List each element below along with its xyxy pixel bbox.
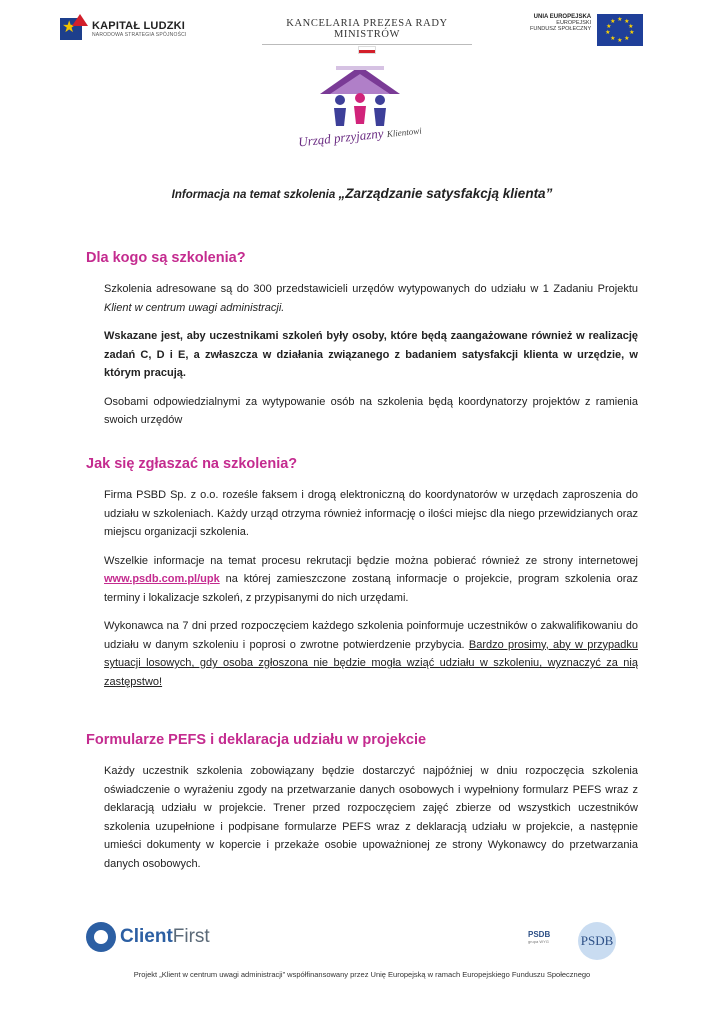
section-who xyxy=(86,250,638,440)
clientfirst-logo: ClientFirst xyxy=(86,922,210,952)
psdb-website-link[interactable]: www.psdb.com.pl/upk xyxy=(104,573,220,585)
kl-title: KAPITAŁ LUDZKI xyxy=(92,20,186,32)
title-prefix: Informacja na temat szkolenia xyxy=(171,189,339,201)
urzad-przyjazny-klientowi-logo xyxy=(290,62,430,162)
paragraph: Wszelkie informacje na temat procesu rekrutacji będzie można pobierać również ze strony internetowej www.psdb.com.pl/upk na której zamieszczone zostaną informacje o projekcie, program szkolenia oraz terminy i lokalizacje szkoleń, z przypisanymi do nich urzędami. xyxy=(104,554,638,604)
psdb-logo: PSDB grupa WYG PSDB xyxy=(524,920,620,964)
paragraph: Firma PSBD Sp. z o.o. roześle faksem i drogą elektroniczną do koordynatorów w urzędach zaproszenia do udziału w szkoleniach. Każdy urząd otrzyma również informację o ilości miejsc dla niego przewidzianych oraz miejscu organizacji szkolenia. xyxy=(104,489,638,538)
footer-logos xyxy=(0,920,724,964)
paragraph: Szkolenia adresowane są do 300 przedstawicieli urzędów wytypowanych do udziału w 1 Zadaniu Projektu Klient w centrum uwagi administracji. xyxy=(104,283,638,314)
section-heading: Formularze PEFS i deklaracja udziału w projekcie xyxy=(86,732,427,748)
kapital-ludzki-icon: ★ xyxy=(60,14,86,44)
section-heading: Dla kogo są szkolenia? xyxy=(86,250,246,266)
kprm-title: KANCELARIA PREZESA RADY MINISTRÓW xyxy=(286,18,448,40)
clientfirst-icon xyxy=(86,922,116,952)
paragraph: Osobami odpowiedzialnymi za wytypowanie osób na szkolenia będą koordynatorzy projektów z ramienia swoich urzędów xyxy=(104,395,638,426)
paragraph: Wykonawca na 7 dni przed rozpoczęciem każdego szkolenia poinformuje uczestników o zakwalifikowaniu do udziału w danym szkoleniu i poprosi o zwrotne potwierdzenie przybycia. Bardzo prosimy, aby w przypadku sytuacji losowych, gdy osoba zgłoszona nie będzie mogła wziąć udziału w szkoleniu, wyznaczyć za nią zastępstwo! xyxy=(104,620,638,688)
eu-line3: FUNDUSZ SPOŁECZNY xyxy=(530,26,592,32)
footer-text: Projekt „Klient w centrum uwagi administracji” współfinansowany przez Unię Europejską w ramach Europejskiego Funduszu Społecznego xyxy=(133,970,591,979)
kl-subtitle: NARODOWA STRATEGIA SPÓJNOŚCI xyxy=(92,32,187,38)
section-heading: Jak się zgłaszać na szkolenia? xyxy=(86,456,298,472)
section-pefs xyxy=(86,732,638,883)
eu-logo xyxy=(530,14,643,46)
logo-caption: Urząd przyjazny Klientowi xyxy=(297,125,423,150)
poland-flag-icon xyxy=(359,47,375,53)
kapital-ludzki-logo xyxy=(60,14,187,44)
roof-people-icon xyxy=(290,62,430,132)
section-how xyxy=(86,456,638,701)
eu-line2: EUROPEJSKI xyxy=(556,20,592,26)
document-title xyxy=(0,186,724,201)
psdb-circle-icon: PSDB xyxy=(578,922,616,960)
eu-flag-icon: ★ ★ ★ ★ ★ ★ ★ ★ ★ ★ xyxy=(597,14,643,46)
paragraph: Każdy uczestnik szkolenia zobowiązany będzie dostarczyć najpóźniej w dniu rozpoczęcia szkolenia oświadczenie o wyrażeniu zgody na przetwarzanie danych osobowych i wypełniony formularz PEFS wraz z deklaracją udziału w projekcie. Trener przed rozpoczęciem zajęć zbierze od wszystkich uczestników szkolenia uzupełnione i podpisane formularze PEFS wraz z deklaracją udziału w projekcie, a następnie umieści dokumenty w kopercie i przekaże osobie upoważnionej ze strony Wykonawcy do przetwarzania danych osobowych. xyxy=(104,765,638,870)
paragraph-bold: Wskazane jest, aby uczestnikami szkoleń były osoby, które będą zaangażowane również w realizację zadań C, D i E, a zwłaszcza w działania związanego z badaniem satysfakcji klienta w urzędzie, w którym pracują. xyxy=(104,330,638,379)
underlined-notice: Bardzo prosimy, aby w przypadku sytuacji losowych, gdy osoba zgłoszona nie będzie mogła wziąć udziału w szkoleniu, wyznaczyć za nią zastępstwo! xyxy=(104,638,638,688)
eu-line1: UNIA EUROPEJSKA xyxy=(533,14,592,20)
kprm-logo xyxy=(262,18,472,53)
page-header xyxy=(0,12,724,52)
title-name: „Zarządzanie satysfakcją klienta” xyxy=(338,186,553,201)
